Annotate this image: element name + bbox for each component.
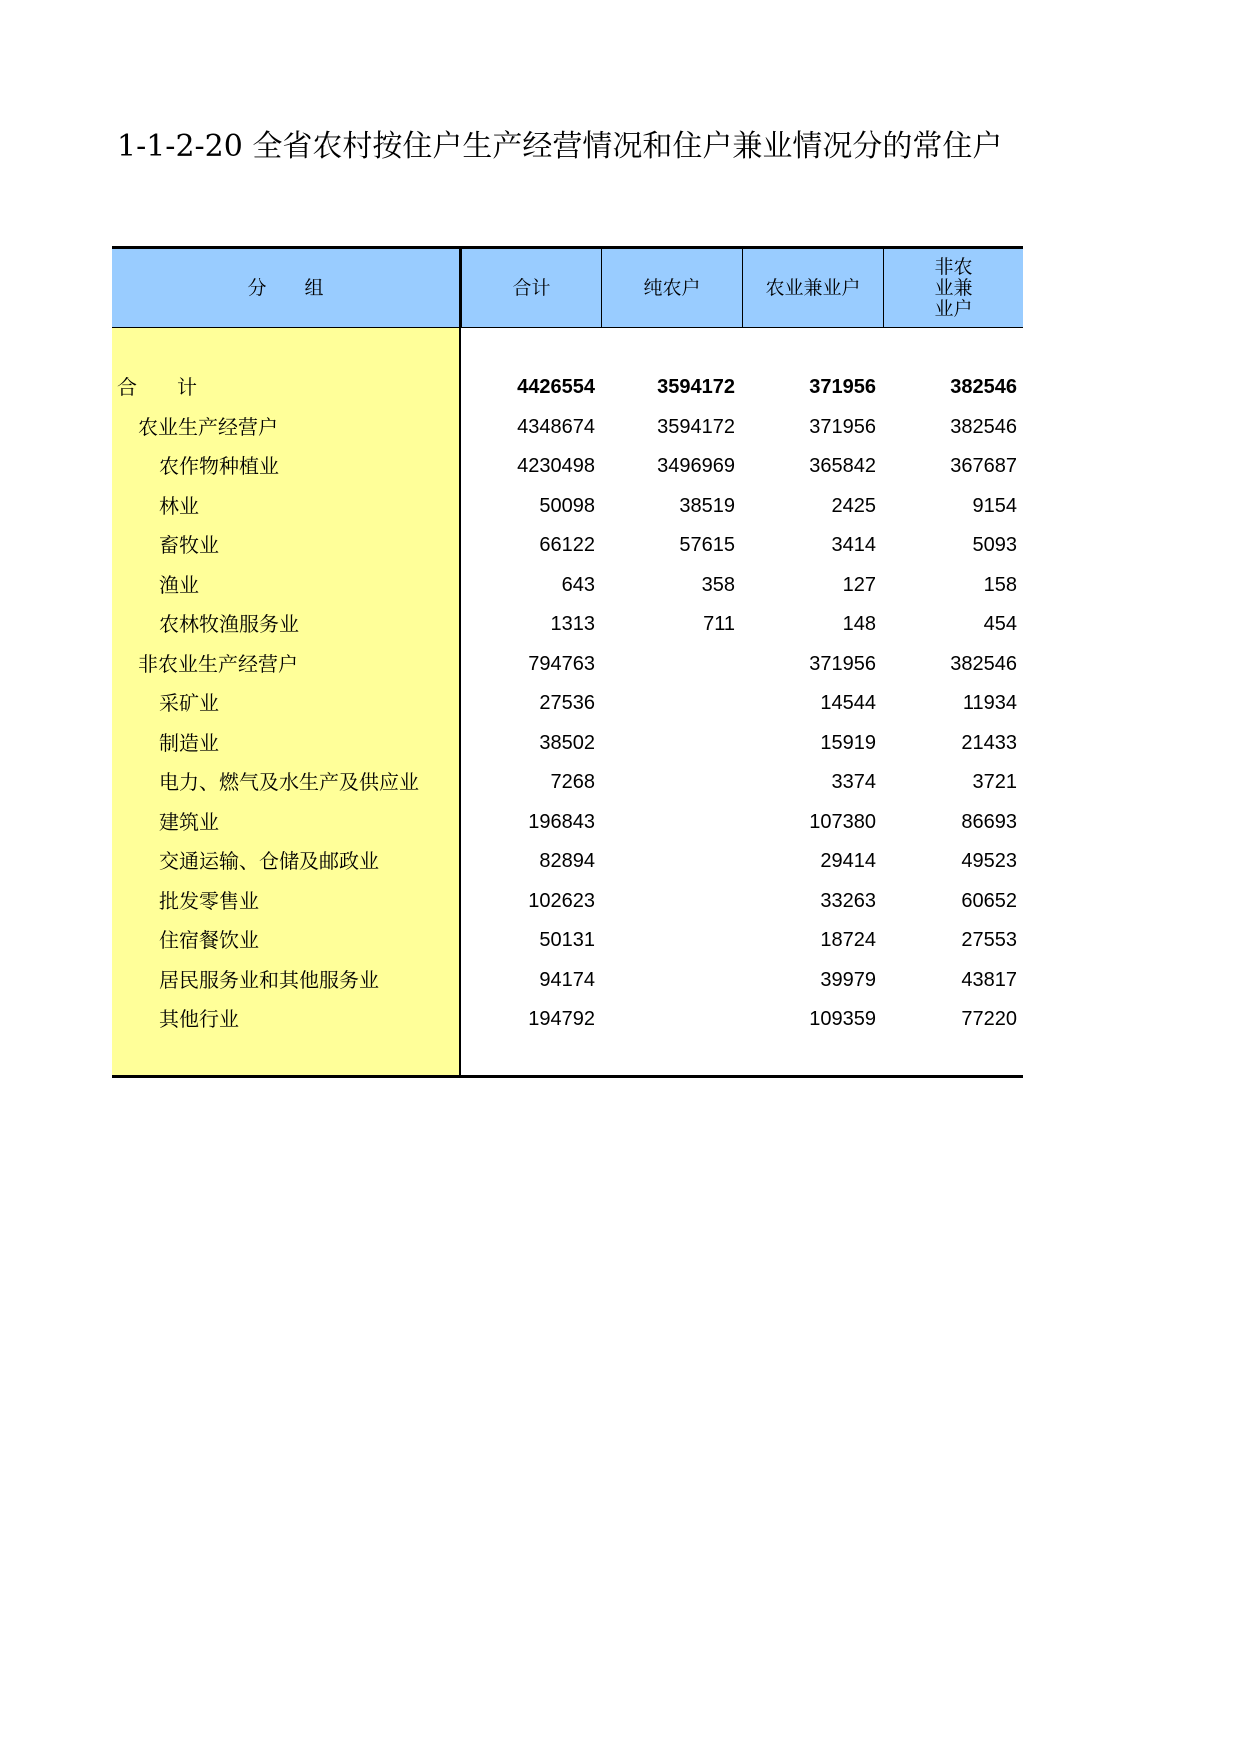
row-label: 林业 xyxy=(159,493,199,518)
cell-total: 4426554 xyxy=(517,376,595,398)
row-label: 其他行业 xyxy=(159,1007,239,1031)
cell-total: 794763 xyxy=(528,652,595,675)
cell-farm-part-time: 29414 xyxy=(820,850,876,872)
row-label: 农业生产经营户 xyxy=(138,414,278,439)
cell-pure-farm: 38519 xyxy=(679,494,735,517)
cell-pure-farm: 3594172 xyxy=(657,415,735,438)
cell-pure-farm: 711 xyxy=(703,613,735,635)
table-row xyxy=(112,882,1023,922)
cell-nonfarm-part-time: 382546 xyxy=(950,652,1017,675)
cell-farm-part-time: 148 xyxy=(842,613,876,635)
cell-pure-farm xyxy=(599,1000,735,1040)
cell-total: 27536 xyxy=(539,692,595,714)
header-total: 合计 xyxy=(461,249,601,327)
table-row xyxy=(112,724,1023,764)
cell-pure-farm xyxy=(599,961,735,1001)
cell-pure-farm xyxy=(599,724,735,764)
row-label: 非农业生产经营户 xyxy=(138,651,298,676)
header-group: 分 组 xyxy=(247,276,324,299)
cell-farm-part-time: 33263 xyxy=(820,889,876,912)
cell-nonfarm-part-time: 3721 xyxy=(972,771,1017,793)
cell-total: 4230498 xyxy=(517,455,595,477)
cell-pure-farm: 358 xyxy=(701,573,735,596)
header-farm-part-time: 农业兼业户 xyxy=(742,249,883,327)
cell-nonfarm-part-time: 49523 xyxy=(961,850,1017,872)
bottom-rule xyxy=(112,1075,1023,1078)
header-divider xyxy=(459,249,461,327)
table-row xyxy=(112,605,1023,645)
cell-nonfarm-part-time: 382546 xyxy=(950,376,1017,398)
cell-pure-farm xyxy=(599,921,735,961)
cell-farm-part-time: 365842 xyxy=(809,455,876,477)
cell-total: 50098 xyxy=(539,494,595,517)
row-label: 交通运输、仓储及邮政业 xyxy=(159,849,379,873)
cell-pure-farm xyxy=(599,882,735,922)
cell-farm-part-time: 371956 xyxy=(809,652,876,675)
cell-pure-farm xyxy=(599,645,735,685)
cell-farm-part-time: 371956 xyxy=(809,376,876,398)
cell-farm-part-time: 15919 xyxy=(820,731,876,754)
cell-nonfarm-part-time: 21433 xyxy=(961,731,1017,754)
table-row xyxy=(112,526,1023,566)
row-label: 农作物种植业 xyxy=(159,454,279,478)
table-row xyxy=(112,487,1023,527)
cell-nonfarm-part-time: 454 xyxy=(983,613,1017,635)
cell-farm-part-time: 127 xyxy=(842,573,876,596)
cell-total: 102623 xyxy=(528,889,595,912)
cell-nonfarm-part-time: 367687 xyxy=(950,455,1017,477)
cell-nonfarm-part-time: 77220 xyxy=(961,1008,1017,1030)
row-label: 采矿业 xyxy=(159,691,219,715)
table-row xyxy=(112,447,1023,487)
table-row xyxy=(112,566,1023,606)
cell-pure-farm: 3496969 xyxy=(657,455,735,477)
row-label: 农林牧渔服务业 xyxy=(159,612,299,636)
cell-pure-farm xyxy=(599,763,735,803)
cell-nonfarm-part-time: 60652 xyxy=(961,889,1017,912)
cell-pure-farm: 3594172 xyxy=(657,376,735,398)
cell-farm-part-time: 14544 xyxy=(820,692,876,714)
table-body xyxy=(112,368,1023,1040)
cell-total: 82894 xyxy=(539,850,595,872)
table-header xyxy=(112,249,1023,328)
cell-farm-part-time: 3414 xyxy=(831,534,876,556)
row-label: 制造业 xyxy=(159,730,219,755)
cell-total: 94174 xyxy=(539,968,595,991)
row-label: 住宿餐饮业 xyxy=(159,928,259,952)
cell-total: 66122 xyxy=(539,534,595,556)
cell-total: 50131 xyxy=(539,929,595,951)
cell-farm-part-time: 371956 xyxy=(809,415,876,438)
table-row xyxy=(112,842,1023,882)
cell-nonfarm-part-time: 11934 xyxy=(962,692,1017,714)
table-row xyxy=(112,763,1023,803)
cell-nonfarm-part-time: 382546 xyxy=(950,415,1017,438)
cell-total: 196843 xyxy=(528,810,595,833)
page-title: 1-1-2-20 全省农村按住户生产经营情况和住户兼业情况分的常住户 xyxy=(117,129,1003,164)
table-row xyxy=(112,961,1023,1001)
cell-farm-part-time: 107380 xyxy=(809,810,876,833)
cell-total: 643 xyxy=(561,573,595,596)
cell-farm-part-time: 39979 xyxy=(820,968,876,991)
table-row xyxy=(112,921,1023,961)
table-row xyxy=(112,1000,1023,1040)
cell-farm-part-time: 2425 xyxy=(831,494,876,517)
table-row xyxy=(112,408,1023,448)
cell-farm-part-time: 18724 xyxy=(820,929,876,951)
cell-pure-farm xyxy=(599,684,735,724)
row-label: 批发零售业 xyxy=(159,888,259,913)
cell-nonfarm-part-time: 158 xyxy=(983,573,1017,596)
row-label: 合 计 xyxy=(117,375,197,399)
cell-total: 194792 xyxy=(528,1008,595,1030)
cell-nonfarm-part-time: 9154 xyxy=(972,494,1017,517)
cell-nonfarm-part-time: 27553 xyxy=(961,929,1017,951)
row-label: 居民服务业和其他服务业 xyxy=(159,967,379,992)
cell-pure-farm: 57615 xyxy=(679,534,735,556)
header-nonfarm-part-time: 非农业兼业户 xyxy=(883,249,1023,327)
cell-nonfarm-part-time: 86693 xyxy=(961,810,1017,833)
header-pure-farm: 纯农户 xyxy=(601,249,742,327)
table-row xyxy=(112,803,1023,843)
cell-total: 1313 xyxy=(550,613,595,635)
cell-total: 4348674 xyxy=(517,415,595,438)
row-label: 电力、燃气及水生产及供应业 xyxy=(159,770,419,794)
cell-nonfarm-part-time: 5093 xyxy=(972,534,1017,556)
row-label: 建筑业 xyxy=(159,809,219,834)
row-label: 渔业 xyxy=(159,572,199,597)
table-row xyxy=(112,684,1023,724)
row-label: 畜牧业 xyxy=(159,533,219,557)
cell-total: 38502 xyxy=(539,731,595,754)
cell-pure-farm xyxy=(599,842,735,882)
cell-pure-farm xyxy=(599,803,735,843)
statistics-table xyxy=(112,246,1023,1078)
table-row xyxy=(112,645,1023,685)
cell-farm-part-time: 109359 xyxy=(809,1008,876,1030)
cell-nonfarm-part-time: 43817 xyxy=(961,968,1017,991)
table-row xyxy=(112,368,1023,408)
cell-farm-part-time: 3374 xyxy=(831,771,876,793)
cell-total: 7268 xyxy=(550,771,595,793)
